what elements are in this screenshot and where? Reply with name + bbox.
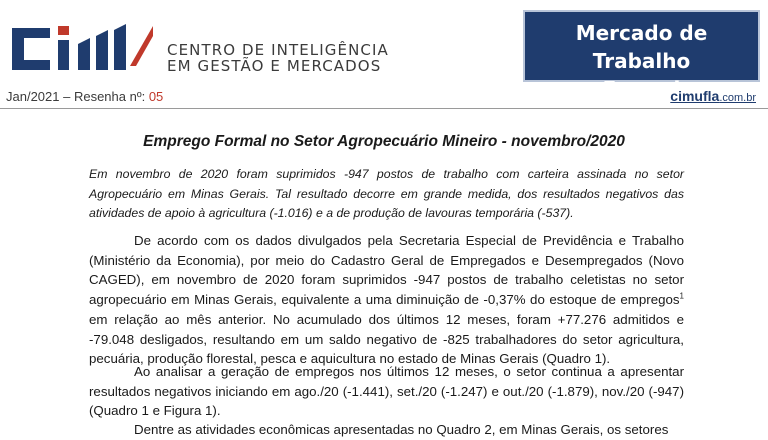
body-paragraph-1 <box>89 231 684 369</box>
document-title: Emprego Formal no Setor Agropecuário Mineiro - novembro/2020 <box>143 133 625 150</box>
organization-name <box>167 42 389 74</box>
org-name-line1: CENTRO DE INTELIGÊNCIA <box>167 41 389 59</box>
paragraph-1-text-b: em relação ao mês anterior. No acumulado dos últimos 12 meses, foram +77.276 admitidos e -79.048 desligados, resultando em um saldo negativo de -825 trabalhadores do setor agricultura, pecuária, produção florestal, pesca e aquicultura no estado de Minas Gerais (Quadro 1). <box>89 311 684 367</box>
website-link[interactable] <box>670 88 756 104</box>
abstract-paragraph: Em novembro de 2020 foram suprimidos -947 postos de trabalho com carteira assinada no setor Agropecuário em Minas Gerais. Tal resultado decorre em grande medida, dos resultados negativos das atividades de apoio à agricultura (-1.016) e a de produção de lavouras temporária (-537). <box>89 167 684 220</box>
issue-prefix: Jan/2021 – Resenha nº: <box>6 89 146 104</box>
paragraph-1-text-a: De acordo com os dados divulgados pela Secretaria Especial de Previdência e Trabalho (Ministério da Economia), por meio do Cadastro Geral de Empregados e Desempregados (Novo CAGED), em novembro de 2020 foram suprimidos -947 postos de trabalho celetistas no setor agropecuário em Minas Gerais, equivalente a uma diminuição de -0,37% do estoque de empregos <box>89 233 684 308</box>
publication-title-line1: Mercado de Trabalho <box>575 21 708 73</box>
website-domain[interactable]: .com.br <box>719 92 756 104</box>
body-paragraph-3: Dentre as atividades econômicas apresentadas no Quadro 2, em Minas Gerais, os setores <box>134 422 669 437</box>
org-name-line2: EM GESTÃO E MERCADOS <box>167 57 382 75</box>
footnote-marker[interactable]: 1 <box>679 291 684 301</box>
header-divider <box>0 108 768 109</box>
issue-bar <box>0 86 768 108</box>
publication-title-line2: Formal <box>602 77 681 101</box>
website-name[interactable]: cimufla <box>670 88 720 104</box>
issue-number: 05 <box>148 89 164 104</box>
cim-logo-icon <box>10 22 155 74</box>
issue-label <box>6 89 163 104</box>
body-paragraph-2: Ao analisar a geração de empregos nos últimos 12 meses, o setor continua a apresentar resultados negativos iniciando em ago./20 (-1.441), set./20 (-1.247) e out./20 (-1.879), nov./20 (-947) (Quadro 1 e Figura 1). <box>89 364 684 419</box>
